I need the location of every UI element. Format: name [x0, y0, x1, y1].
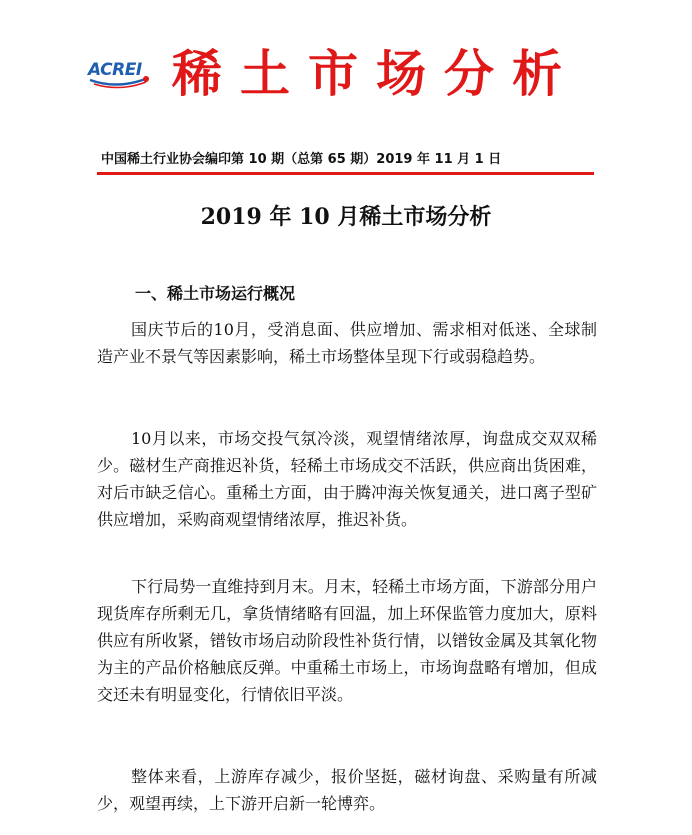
- issue-info: 中国稀土行业协会编印第 10 期（总第 65 期）2019 年 11 月 1 日: [101, 152, 502, 167]
- header-divider: [97, 172, 594, 175]
- paragraph: 10月以来，市场交投气氛冷淡，观望情绪浓厚，询盘成交双双稀少。磁材生产商推迟补货，轻稀土市场成交不活跃，供应商出货困难，对后市缺乏信心。重稀土方面，由于腾冲海关恢复通关，进口离子型矿供应增加，采购商观望情绪浓厚，推迟补货。: [97, 429, 597, 529]
- logo-text: ACREI: [88, 60, 142, 80]
- article-title: 2019 年 10 月稀土市场分析: [200, 204, 492, 230]
- paragraph: 整体来看，上游库存减少，报价坚挺，磁材询盘、采购量有所减少，观望再续，上下游开启新一轮博弈。: [97, 767, 597, 813]
- logo-swoosh-icon: [88, 74, 152, 90]
- paragraph: 下行局势一直维持到月末。月末，轻稀土市场方面，下游部分用户现货库存所剩无几，拿货情绪略有回温，加上环保监管力度加大，原料供应有所收紧，镨钕市场启动阶段性补货行情，以镨钕金属及其氧化物为主的产品价格触底反弹。中重稀土市场上，市场询盘略有增加，但成交还未有明显变化，行情依旧平淡。: [97, 577, 597, 704]
- acrei-logo: [88, 56, 162, 96]
- publication-title: 稀土市场分析: [172, 44, 580, 103]
- paragraph: 国庆节后的10月，受消息面、供应增加、需求相对低迷、全球制造产业不景气等因素影响，稀土市场整体呈现下行或弱稳趋势。: [97, 320, 597, 366]
- section-heading: 一、稀土市场运行概况: [135, 284, 296, 303]
